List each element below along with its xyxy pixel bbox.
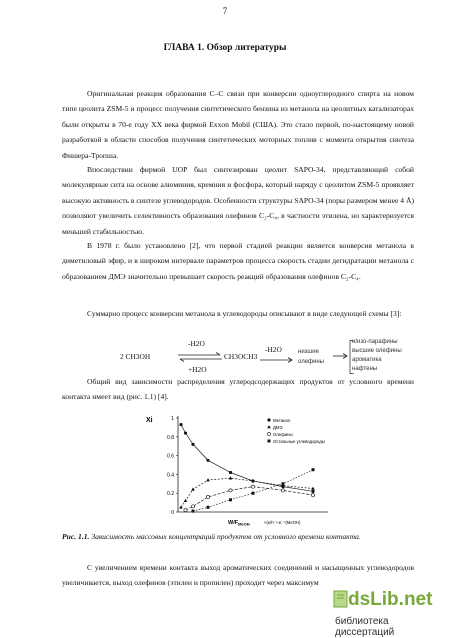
watermark-main: dsLib.net xyxy=(348,589,433,610)
scheme-product-3: ароматика xyxy=(352,357,382,363)
chart-point xyxy=(311,490,314,493)
chart-point xyxy=(229,489,232,492)
scheme-lower-olefins-1: низшие xyxy=(298,349,319,355)
scheme-minus-water-2: -H2O xyxy=(265,345,282,354)
chart-point xyxy=(184,509,187,512)
scheme-lower-olefins-2: олефины xyxy=(298,359,324,365)
chart-legend-label: Остальные углеводороды xyxy=(273,438,325,444)
chart-legend-marker xyxy=(268,440,271,443)
chart-y-tick-label: 0.4 xyxy=(167,472,174,479)
chart-point xyxy=(179,423,182,426)
chart-series-line xyxy=(193,470,313,511)
chart-point xyxy=(207,506,210,509)
chart-xlabel: $W/F_{MeOH}$ xyxy=(228,520,250,526)
paragraph-4: Суммарно процесс конверсии метанола в углеводороды описывают в виде следующей схемы [3]: xyxy=(87,309,402,318)
chart-legend-marker xyxy=(267,418,270,421)
paragraph-1: Оригинальная реакция образования С–С связи при конверсии одноуглеродного спирта на новом типе цеолита ZSM-5 и процесс получения синтетического бензина из метанола на цеолитных катализаторах были открыты в 70-е году ХХ века фирмой Exxon Mobil (США). Это стало первой, по-настоящему новой разработкой в области способов получения синтетических моторных топлив с момента открытия синтеза Фишера-Тропша. xyxy=(62,89,414,160)
chart-point xyxy=(191,443,194,446)
chart-y-tick-label: 1 xyxy=(171,416,174,422)
chart-point xyxy=(206,495,209,498)
chart-series-line xyxy=(181,425,313,492)
chart-legend-label: ДМЭ xyxy=(273,424,283,430)
chart-point xyxy=(281,489,284,492)
chart-legend-label: Олефины xyxy=(273,431,293,437)
scheme-arrow-2 xyxy=(333,352,349,361)
scheme-equilibrium-arrow xyxy=(178,352,222,364)
chart-point xyxy=(229,498,232,501)
chart-point xyxy=(191,505,194,508)
chart-series-line xyxy=(186,487,314,511)
chart-point xyxy=(184,431,187,434)
chart-point xyxy=(191,488,195,491)
chart-y-tick-label: 0 xyxy=(171,510,174,516)
chart-point xyxy=(206,478,210,481)
scheme-product-2: высшие олефины xyxy=(352,348,402,354)
scheme-plus-water: +H2O xyxy=(188,365,207,374)
chart-point xyxy=(184,499,188,502)
scheme-reactant: 2 CH3OH xyxy=(120,352,151,361)
chart-point xyxy=(229,476,233,479)
chart-point xyxy=(206,459,209,462)
chart-point xyxy=(229,471,232,474)
chart-point xyxy=(312,468,315,471)
contact-time-chart xyxy=(136,408,336,526)
reaction-scheme xyxy=(0,339,450,375)
chart-point xyxy=(251,485,254,488)
chart-point xyxy=(192,510,195,513)
chart-legend-marker xyxy=(267,432,270,435)
figure-caption xyxy=(62,532,422,541)
chart-xlabel-extra: ×(кгh⁻¹·кг⁻¹(MeOH) xyxy=(264,520,301,525)
chart-legend-label: Метанол xyxy=(273,417,291,423)
scheme-intermediate: CH3OCH3 xyxy=(224,352,258,361)
figure-caption-label: Рис. 1.1. xyxy=(62,532,90,541)
figure-caption-text: Зависимость массовых концентраций продуктов от условного времени контакта. xyxy=(89,532,361,541)
paragraph-3: В 1978 г. было установлено [2], что первой стадией реакции является конверсия метанола в диметиловый эфир, и в широком интервале параметров процесса скорость стадии дегидратации метанола с образованием ДМЭ значительно превышает скорость реакций образования олефинов С₂-С₄. xyxy=(62,241,414,281)
watermark-sub: библиотека диссертаций xyxy=(335,616,395,638)
chart-point xyxy=(282,482,285,485)
scheme-minus-water-1: -H2O xyxy=(188,339,205,348)
chart-series-line xyxy=(181,478,313,507)
scheme-product-1: н/изо-парафины xyxy=(352,339,398,345)
paragraph-2: Впоследствии фирмой UOP был синтезирован цеолит SAPO-34, представляющий собой молекулярные сита на основе алюминия, кремния и фосфора, который наряду с цеолитом ZSM-5 проявляет высокую активность в синтезе углеводородов. Особенности структуры SAPO-34 (поры размером менее 4 Å) позволяют увеличить селективность образования олефинов С₂-С₄, в частности этилена, но характеризуется меньшей стабильностью. xyxy=(62,165,414,236)
chart-point xyxy=(311,493,314,496)
scheme-product-4: нафтены xyxy=(352,366,378,372)
chart-y-tick-label: 0.6 xyxy=(167,453,174,460)
chart-point xyxy=(252,492,255,495)
paragraph-5: Общий вид зависимости распределения углеродсодержащих продуктов от условного времени контакта имеет вид (рис. 1.1) [4]. xyxy=(62,377,414,402)
chart-ylabel: Xi xyxy=(146,417,153,424)
scheme-arrow-1 xyxy=(260,356,294,365)
chart-legend-marker xyxy=(267,425,271,428)
paragraph-6: С увеличением времени контакта выход ароматических соединений и насыщенных углеводородов увеличивается, выход олефинов (этилен и пропилен) проходит через максимум xyxy=(62,563,414,588)
chart-y-tick-label: 0.8 xyxy=(167,434,174,441)
chart-y-tick-label: 0.2 xyxy=(167,491,174,498)
page-number: 7 xyxy=(222,6,228,16)
chapter-title: ГЛАВА 1. Обзор литературы xyxy=(163,43,287,53)
